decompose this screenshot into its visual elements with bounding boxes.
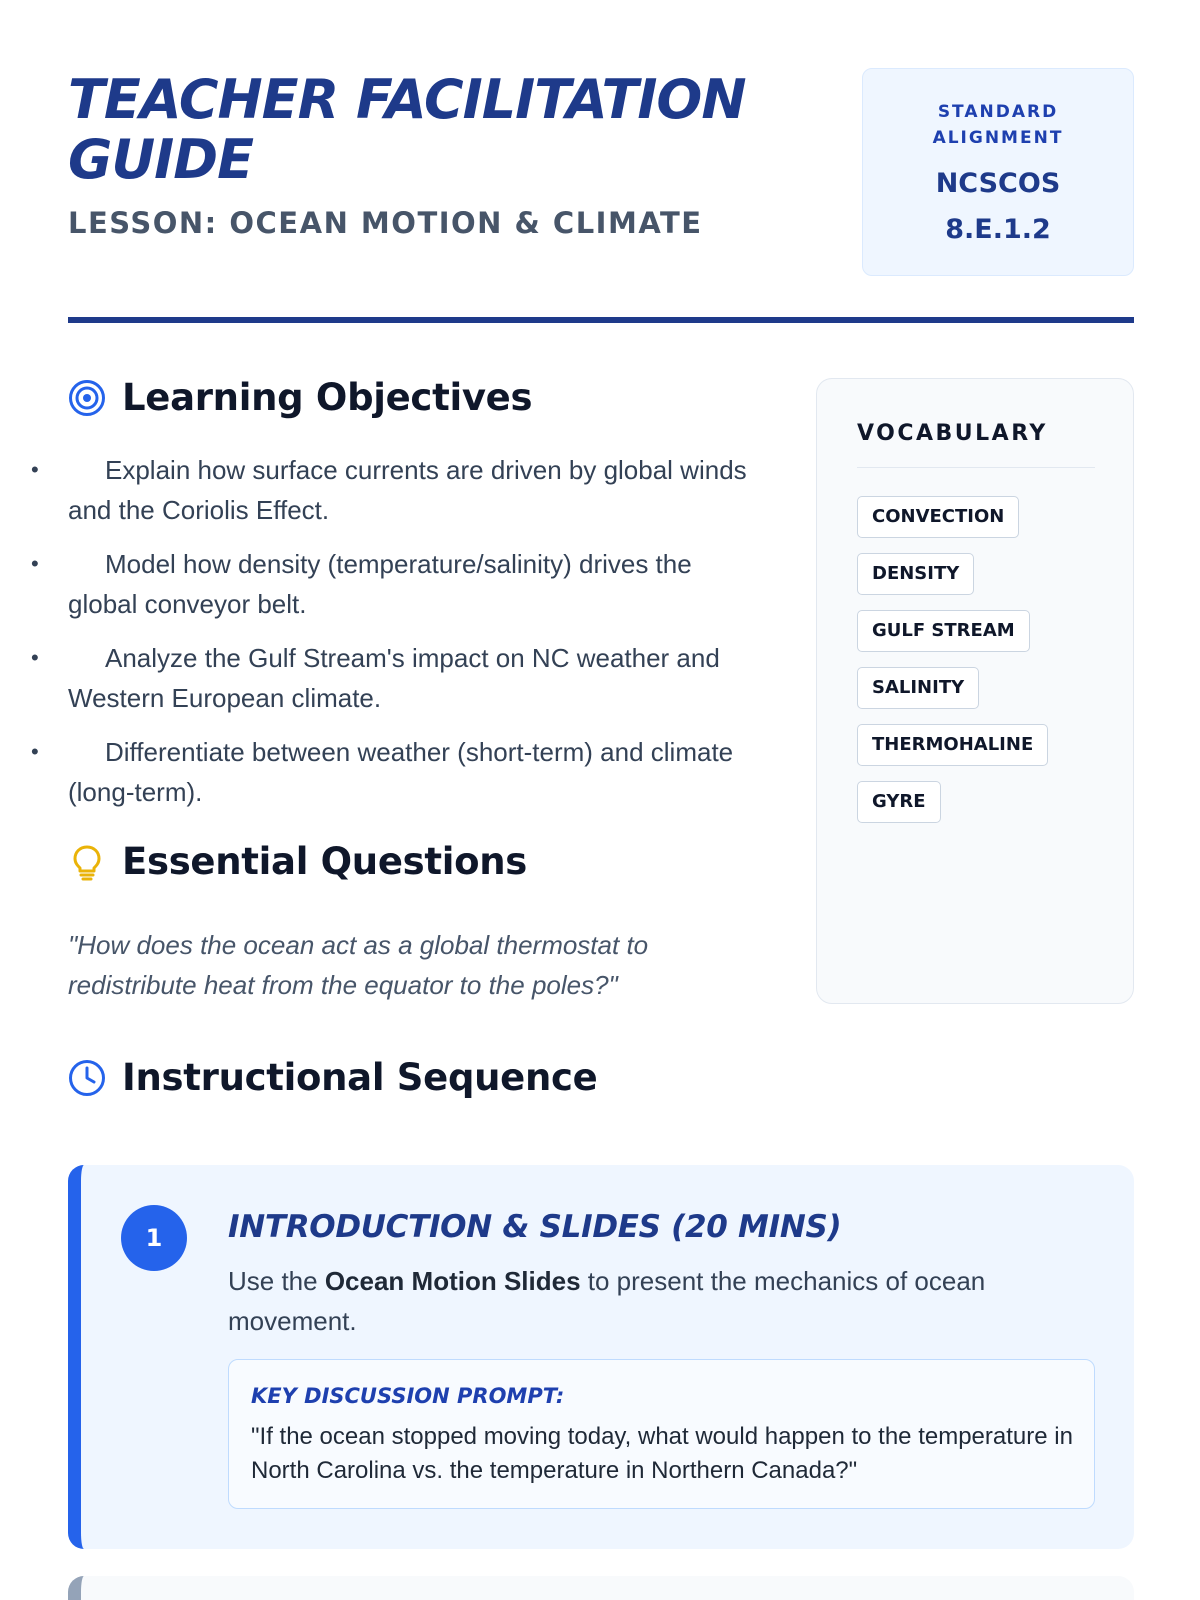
sequence-step-1: [68, 1165, 1134, 1549]
standard-label: STANDARD ALIGNMENT: [932, 102, 1064, 148]
list-item: • Explain how surface currents are driven by global winds and the Coriolis Effect.: [68, 450, 768, 530]
vocab-chip-density: DENSITY: [857, 553, 974, 595]
sequence-step-2: [68, 1576, 1134, 1600]
step-description-resource: Ocean Motion Slides: [324, 1266, 581, 1296]
list-item: • Differentiate between weather (short-term) and climate (long-term).: [68, 732, 768, 812]
vocab-chip-thermohaline: THERMOHALINE: [857, 724, 1048, 766]
objectives-list: [68, 450, 768, 826]
vocab-chip-salinity: SALINITY: [857, 667, 979, 709]
prompt-text: "If the ocean stopped moving today, what would happen to the temperature in North Carolina vs. the temperature in Northern Canada?": [251, 1423, 1073, 1484]
objectives-title: Learning Objectives: [122, 376, 533, 419]
step-description-text: Use the: [228, 1266, 325, 1296]
lesson-subtitle: LESSON: OCEAN MOTION & CLIMATE: [68, 206, 703, 240]
vocab-chip-gyre: GYRE: [857, 781, 941, 823]
step-description-text-end: to present the mechanics of ocean movement.: [228, 1266, 986, 1336]
vocab-chip-convection: CONVECTION: [857, 496, 1019, 538]
header-divider: [68, 317, 1134, 323]
page-header: [68, 66, 1134, 290]
step-description: [228, 1261, 1078, 1341]
clock-icon: [68, 1059, 106, 1097]
vocabulary-panel: [816, 378, 1134, 1004]
questions-heading: [68, 840, 527, 883]
vocab-chip-gulf-stream: GULF STREAM: [857, 610, 1030, 652]
step-title: INTRODUCTION & SLIDES (20 MINS): [228, 1209, 842, 1245]
essential-question: "How does the ocean act as a global thermostat to redistribute heat from the equator to the poles?": [68, 930, 649, 1000]
vocabulary-divider: [857, 467, 1095, 468]
lightbulb-icon: [68, 843, 106, 881]
list-item: • Analyze the Gulf Stream's impact on NC weather and Western European climate.: [68, 638, 768, 718]
vocabulary-list: [857, 496, 1048, 838]
discussion-prompt-box: [228, 1359, 1095, 1509]
page-title: TEACHER FACILITATION GUIDE: [68, 68, 746, 191]
questions-title: Essential Questions: [122, 840, 528, 883]
standard-alignment-card: [862, 68, 1134, 276]
step-number-badge: 1: [121, 1205, 187, 1271]
sequence-heading: [68, 1056, 597, 1099]
sequence-title: Instructional Sequence: [122, 1056, 598, 1099]
prompt-label: KEY DISCUSSION PROMPT:: [251, 1384, 565, 1408]
list-item: • Model how density (temperature/salinity) drives the global conveyor belt.: [68, 544, 768, 624]
standard-value: NCSCOS 8.E.1.2: [935, 168, 1061, 245]
vocabulary-title: VOCABULARY: [857, 421, 1048, 446]
objectives-heading: [68, 376, 532, 419]
target-icon: [68, 379, 106, 417]
